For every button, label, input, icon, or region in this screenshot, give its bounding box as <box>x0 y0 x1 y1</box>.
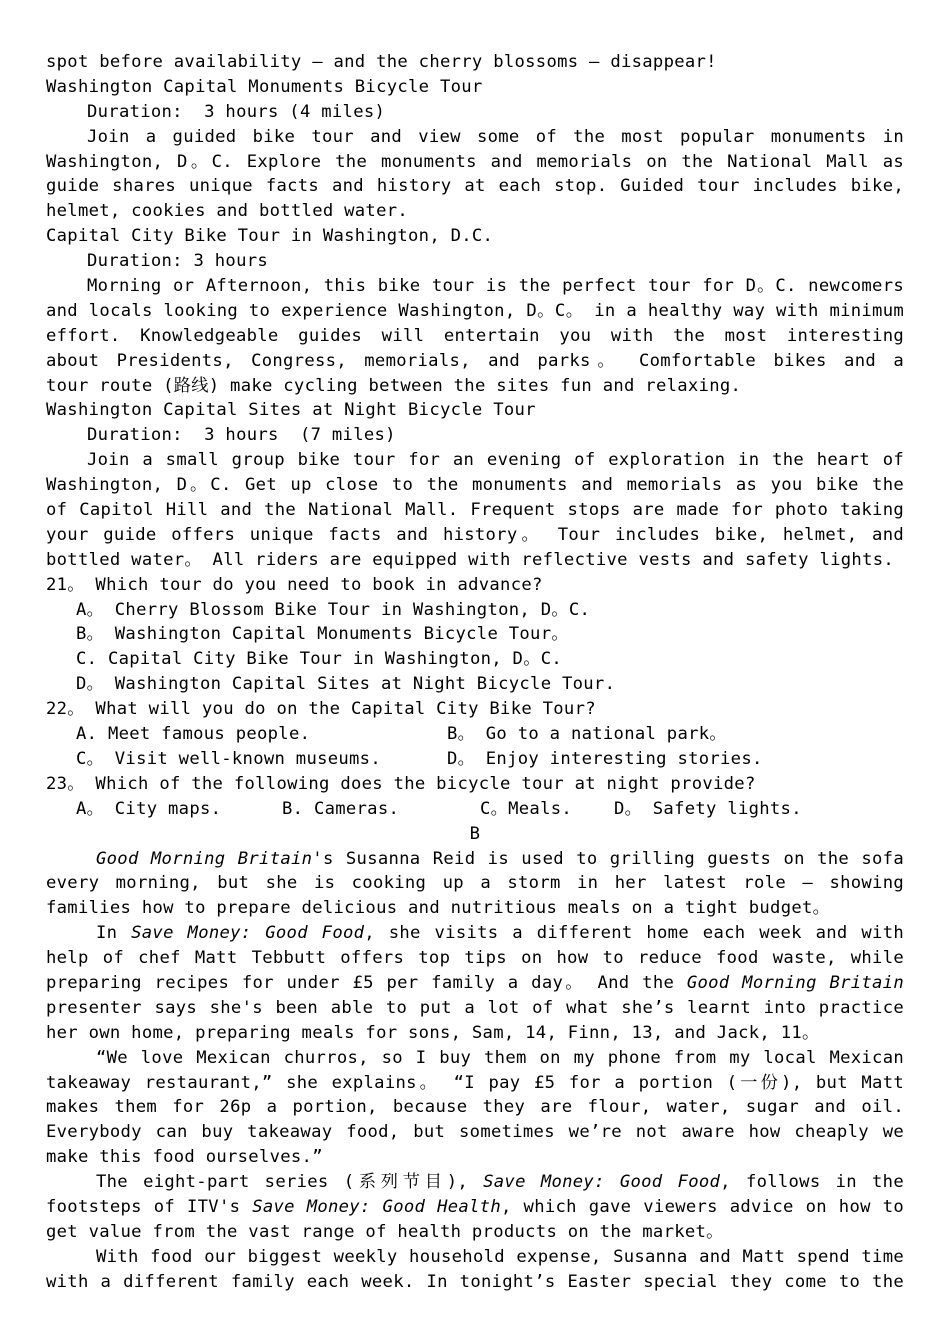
paragraph-line <box>46 1170 904 1195</box>
tour-desc-line: Washington, D。C. Get up close to the monuments and memorials as you bike the <box>46 475 904 496</box>
question-option: C。 Visit well-known museums. <box>76 748 381 769</box>
tour-desc-line: helmet, cookies and bottled water. <box>46 201 409 222</box>
paragraph-line <box>46 847 904 872</box>
paragraph-line: “We love Mexican churros, so I buy them on my phone from my local Mexican <box>96 1047 904 1068</box>
question-option: B。 Go to a national park。 <box>447 724 727 745</box>
tour-desc-line: your guide offers unique facts and history。 Tour includes bike, helmet, and <box>46 524 904 545</box>
text-run: preparing recipes for under £5 per family a day。 And the <box>46 972 687 993</box>
paragraph-line: help of chef Matt Tebbutt offers top tips on how to reduce food waste, while <box>46 948 904 969</box>
show-title: Good Morning Britain <box>96 848 313 869</box>
paragraph-line: families how to prepare delicious and nutritious meals on a tight budget。 <box>46 898 831 919</box>
tour-duration: Duration: 3 hours (4 miles) <box>87 101 386 122</box>
tour-title: Washington Capital Sites at Night Bicycle Tour <box>46 400 536 421</box>
text-run: footsteps of ITV's <box>46 1196 253 1217</box>
question-option: B。 Washington Capital Monuments Bicycle Tour。 <box>76 624 569 645</box>
paragraph-line: her own home, preparing meals for sons, Sam, 14, Finn, 13, and Jack, 11。 <box>46 1022 820 1043</box>
text-run: The eight-part series (系列节目), <box>96 1172 484 1193</box>
paragraph-line <box>46 1195 904 1220</box>
tour-desc-line: effort. Knowledgeable guides will entertain you with the most interesting <box>46 325 904 346</box>
tour-title: Capital City Bike Tour in Washington, D.C. <box>46 226 494 247</box>
section-heading: B <box>469 823 481 844</box>
paragraph-line: makes them for 26p a portion, because they are flour, water, sugar and oil. <box>46 1097 904 1118</box>
tour-duration: Duration: 3 hours <box>87 251 269 272</box>
tour-desc-line: about Presidents, Congress, memorials, and parks。 Comfortable bikes and a <box>46 350 904 371</box>
paragraph-line: With food our biggest weekly household expense, Susanna and Matt spend time <box>96 1246 904 1267</box>
question-option-row <box>46 797 904 822</box>
tour-desc-line: Join a small group bike tour for an evening of exploration in the heart of <box>87 450 904 471</box>
paragraph-line: every morning, but she is cooking up a storm in her latest role — showing <box>46 873 904 894</box>
question-option: A。 City maps. <box>76 798 222 819</box>
tour-desc-line: and locals looking to experience Washington, D。C。 in a healthy way with minimum <box>46 300 904 321</box>
question-stem: 23。 Which of the following does the bicycle tour at night provide? <box>46 773 756 794</box>
show-title: Save Money: Good Food <box>131 923 365 944</box>
paragraph-line <box>46 971 904 996</box>
question-option-row <box>46 747 904 772</box>
show-title: Save Money: Good Food <box>483 1172 721 1193</box>
document-page <box>46 50 904 1295</box>
tour-desc-line: Join a guided bike tour and view some of the most popular monuments in <box>87 126 904 147</box>
tour-desc-line: Morning or Afternoon, this bike tour is the perfect tour for D。C. newcomers <box>87 276 904 297</box>
paragraph-line <box>46 921 904 946</box>
question-option: A. Meet famous people. <box>76 724 311 745</box>
paragraph-line: Everybody can buy takeaway food, but sometimes we’re not aware how cheaply we <box>46 1122 904 1143</box>
show-title: Save Money: Good Health <box>252 1196 501 1217</box>
tour-desc-line: tour route (路线) make cycling between the sites fun and relaxing. <box>46 375 742 396</box>
paragraph-line: takeaway restaurant,” she explains。 “I pay £5 for a portion (一份), but Matt <box>46 1072 904 1093</box>
tour-desc-line: Washington, D。C. Explore the monuments and memorials on the National Mall as <box>46 151 904 172</box>
paragraph-line: presenter says she's been able to put a lot of what she’s learnt into practice <box>46 997 904 1018</box>
tour-title: Washington Capital Monuments Bicycle Tour <box>46 76 483 97</box>
text-run: 's Susanna Reid is used to grilling guests on the sofa <box>312 848 904 869</box>
question-stem: 22。 What will you do on the Capital City Bike Tour? <box>46 699 596 720</box>
text-run: , follows in the <box>720 1172 904 1193</box>
tour-desc-line: guide shares unique facts and history at each stop. Guided tour includes bike, <box>46 176 904 197</box>
question-option-row <box>46 722 904 747</box>
text-run: , which gave viewers advice on how to <box>500 1196 904 1217</box>
paragraph-line: get value from the vast range of health products on the market。 <box>46 1221 724 1242</box>
question-option: D。 Safety lights. <box>614 798 802 819</box>
question-option: C. Capital City Bike Tour in Washington, D。C. <box>76 649 562 670</box>
question-option: A。 Cherry Blossom Bike Tour in Washington, D。C. <box>76 599 591 620</box>
tour-desc-line: of Capitol Hill and the National Mall. Frequent stops are made for photo taking <box>46 500 904 521</box>
text-run: In <box>96 923 132 944</box>
text-line: spot before availability – and the cherry blossoms – disappear! <box>46 52 717 72</box>
question-option: D。 Washington Capital Sites at Night Bicycle Tour. <box>76 674 616 695</box>
tour-duration: Duration: 3 hours (7 miles) <box>87 425 396 446</box>
show-title: Good Morning Britain <box>686 972 904 993</box>
question-option: D。 Enjoy interesting stories. <box>447 748 763 769</box>
question-stem: 21。 Which tour do you need to book in advance? <box>46 574 543 595</box>
question-option: C。Meals. <box>480 798 573 819</box>
tour-desc-line: bottled water。 All riders are equipped with reflective vests and safety lights. <box>46 549 895 570</box>
paragraph-line: with a different family each week. In tonight’s Easter special they come to the <box>46 1271 904 1292</box>
text-run: , she visits a different home each week and with <box>364 923 904 944</box>
paragraph-line: make this food ourselves.” <box>46 1147 323 1168</box>
question-option: B. Cameras. <box>282 798 400 819</box>
